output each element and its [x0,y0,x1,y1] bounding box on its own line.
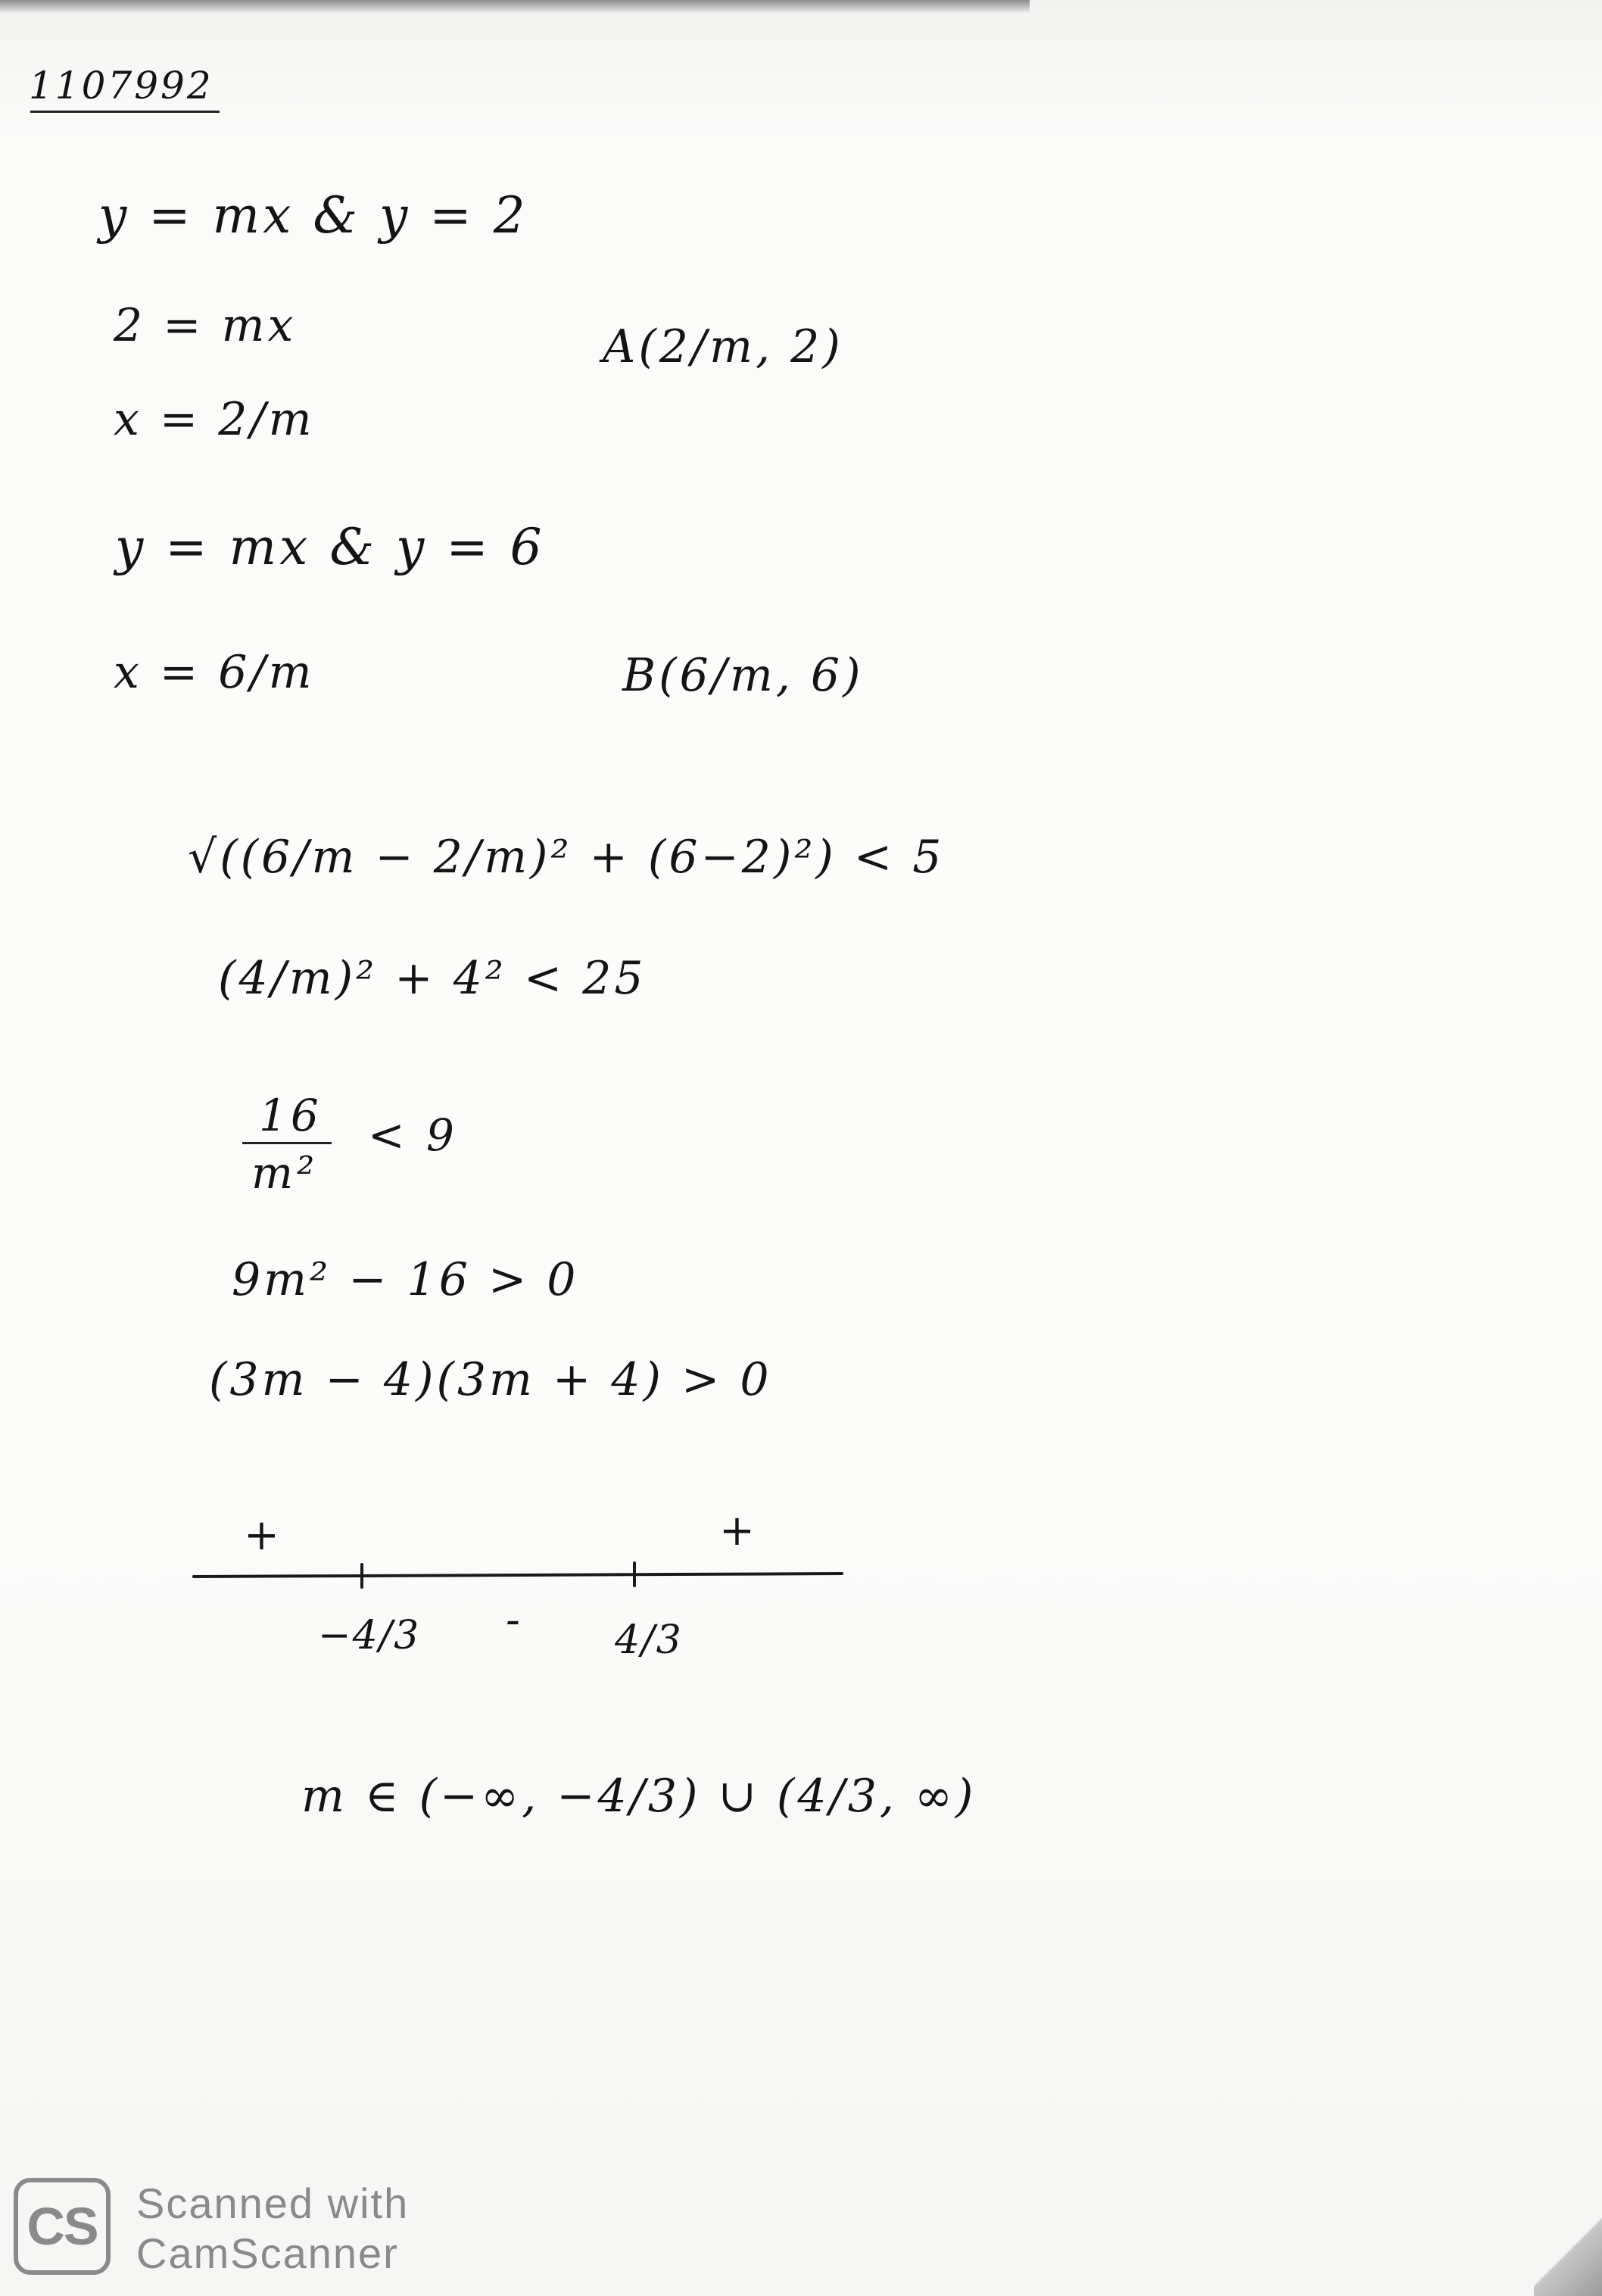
problem-id: 1107992 [29,64,213,108]
label-pos-four-thirds: 4/3 [615,1617,683,1663]
fraction-denominator: m² [251,1147,319,1199]
final-answer: m ∈ (−∞, −4/3) ∪ (4/3, ∞) [301,1770,977,1823]
equation-line-4: y = mx & y = 6 [115,518,545,576]
distance-inequality: √((6/m − 2/m)² + (6−2)²) < 5 [188,831,945,884]
point-b: B(6/m, 6) [622,649,864,702]
sign-right: + [719,1506,755,1555]
squared-inequality: (4/m)² + 4² < 25 [218,952,647,1005]
quadratic-inequality: 9m² − 16 > 0 [232,1253,579,1306]
equation-line-2: 2 = mx [114,299,297,352]
equation-line-3: x = 2/m [114,393,315,446]
fraction-numerator: 16 [259,1090,323,1141]
sign-left: + [244,1511,279,1560]
label-neg-four-thirds: −4/3 [318,1613,421,1658]
camscanner-watermark [14,2172,438,2278]
factored-inequality: (3m − 4)(3m + 4) > 0 [209,1353,772,1406]
watermark-line-2: CamScanner [136,2229,399,2277]
camscanner-logo: CS [14,2178,111,2275]
sign-middle: - [506,1596,520,1645]
watermark-line-1: Scanned with [136,2179,410,2227]
point-a: A(2/m, 2) [603,320,843,373]
number-line-axis [194,1574,842,1577]
page-corner [1534,2205,1602,2296]
fraction-rhs: < 9 [368,1109,458,1161]
equation-line-1: y = mx & y = 2 [98,186,528,245]
equation-line-5: x = 6/m [114,646,315,699]
